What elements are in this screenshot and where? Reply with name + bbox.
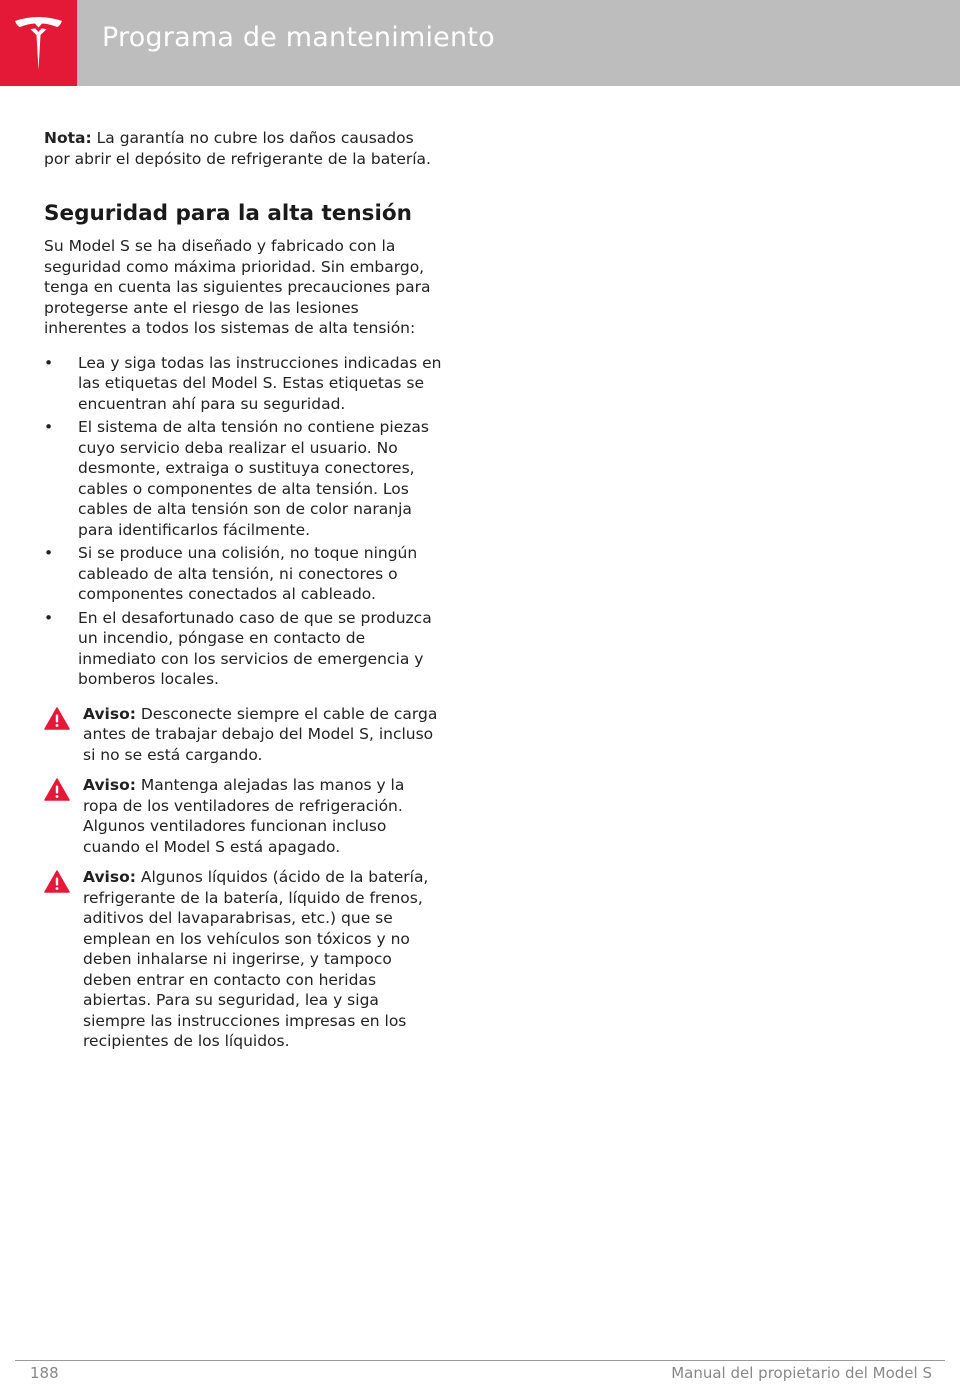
list-item-text: Lea y siga todas las instrucciones indicadas en las etiquetas del Model S. Estas etiquetas se encuentran ahí para su seguridad. <box>78 353 442 413</box>
footer-divider <box>15 1360 945 1361</box>
bullet-icon: • <box>44 418 54 436</box>
warning-text: Desconecte siempre el cable de carga antes de trabajar debajo del Model S, incluso si no se está cargando. <box>83 704 438 764</box>
warning-triangle-icon <box>44 778 70 801</box>
note-label: Nota: <box>44 129 92 147</box>
list-item <box>44 543 444 605</box>
warning-triangle-icon <box>44 707 70 730</box>
bullet-icon: • <box>44 544 54 562</box>
page-number: 188 <box>30 1364 59 1382</box>
list-item <box>44 608 444 690</box>
warning-box <box>44 867 444 1052</box>
warning-box <box>44 775 444 857</box>
note-paragraph <box>44 128 444 169</box>
warning-text: Algunos líquidos (ácido de la batería, refrigerante de la batería, líquido de frenos, aditivos del lavaparabrisas, etc.) que se emplean en los vehículos son tóxicos y no deben inhalarse ni ingerirse, y tampoco deben entrar en contacto con heridas abiertas. Para su seguridad, lea y siga siempre las instrucciones impresas en los recipientes de los líquidos. <box>83 868 429 1050</box>
list-item-text: El sistema de alta tensión no contiene piezas cuyo servicio deba realizar el usuario. No desmonte, extraiga o sustituya conectores, cables o componentes de alta tensión. Los cables de alta tensión son de color naranja para identificarlos fácilmente. <box>78 418 429 539</box>
note-text: La garantía no cubre los daños causados por abrir el depósito de refrigerante de la batería. <box>44 129 431 168</box>
list-item-text: En el desafortunado caso de que se produzca un incendio, póngase en contacto de inmediato con los servicios de emergencia y bomberos locales. <box>78 608 432 688</box>
page-header <box>0 0 960 86</box>
list-item <box>44 353 444 415</box>
warning-text: Mantenga alejadas las manos y la ropa de los ventiladores de refrigeración. Algunos ventiladores funcionan incluso cuando el Model S está apagado. <box>83 776 405 856</box>
page-title: Programa de mantenimiento <box>102 22 495 53</box>
main-content <box>44 128 444 1052</box>
manual-name: Manual del propietario del Model S <box>671 1364 932 1382</box>
tesla-logo-icon <box>13 14 64 72</box>
warning-box <box>44 704 444 766</box>
warning-label: Aviso: <box>83 704 136 723</box>
list-item <box>44 417 444 540</box>
precautions-list <box>44 353 444 690</box>
section-heading: Seguridad para la alta tensión <box>44 201 412 226</box>
warning-label: Aviso: <box>83 776 136 794</box>
list-item-text: Si se produce una colisión, no toque ningún cableado de alta tensión, ni conectores o componentes conectados al cableado. <box>78 544 418 603</box>
warning-triangle-icon <box>44 870 70 893</box>
tesla-logo-box <box>0 0 77 86</box>
section-intro: Su Model S se ha diseñado y fabricado con la seguridad como máxima prioridad. Sin embargo, tenga en cuenta las siguientes precauciones para protegerse ante el riesgo de las lesiones inherentes a todos los sistemas de alta tensión: <box>44 237 431 337</box>
bullet-icon: • <box>44 608 54 627</box>
bullet-icon: • <box>44 353 54 372</box>
warning-label: Aviso: <box>83 868 136 886</box>
